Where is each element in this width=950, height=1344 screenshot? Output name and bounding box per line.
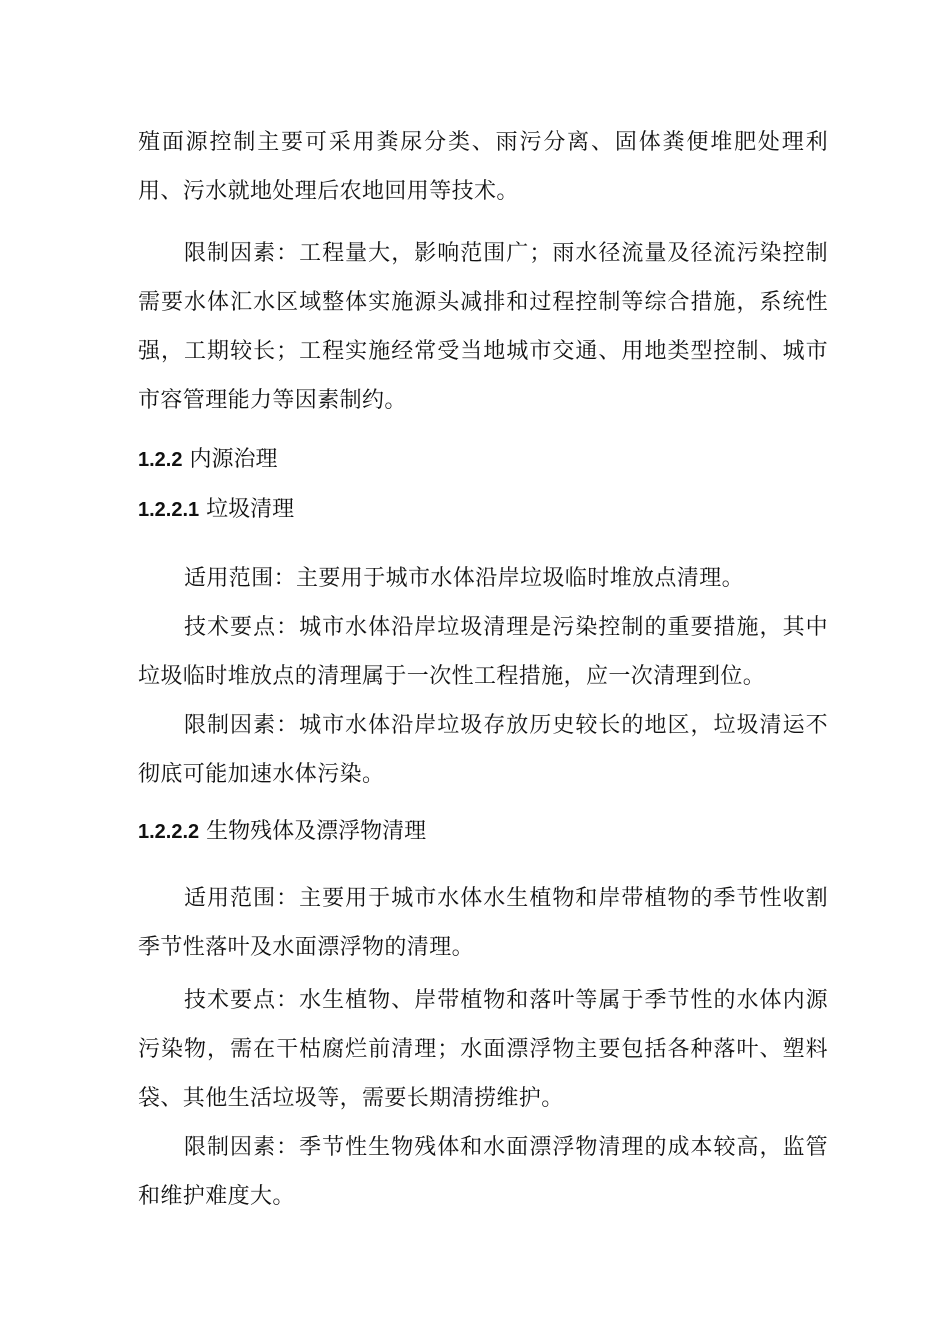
subsection-title: 垃圾清理 — [206, 497, 295, 522]
subsection-number: 1.2.2.2 — [138, 821, 200, 843]
paragraph-scope-1: 适用范围：主要用于城市水体沿岸垃圾临时堆放点清理。 — [184, 566, 745, 591]
paragraph-limiting-factors-2: 限制因素：城市水体沿岸垃圾存放历史较长的地区，垃圾清运不彻底可能加速水体污染。 — [138, 713, 828, 787]
subsection-title: 生物残体及漂浮物清理 — [206, 819, 427, 844]
section-heading-internal-source — [138, 445, 278, 475]
paragraph-livestock-control: 殖面源控制主要可采用粪尿分类、雨污分离、固体粪便堆肥处理利用、污水就地处理后农地回用等技术。 — [138, 130, 828, 204]
paragraph-limiting-factors-1: 限制因素：工程量大，影响范围广；雨水径流量及径流污染控制需要水体汇水区域整体实施源头减排和过程控制等综合措施，系统性强，工期较长；工程实施经常受当地城市交通、用地类型控制、城市市容管理能力等因素制约。 — [138, 241, 828, 413]
paragraph-scope-2: 适用范围：主要用于城市水体水生植物和岸带植物的季节性收割季节性落叶及水面漂浮物的清理。 — [138, 886, 828, 960]
paragraph-key-points-1: 技术要点：城市水体沿岸垃圾清理是污染控制的重要措施，其中垃圾临时堆放点的清理属于一次性工程措施，应一次清理到位。 — [138, 615, 828, 689]
section-number: 1.2.2 — [138, 449, 183, 471]
subsection-number: 1.2.2.1 — [138, 499, 200, 521]
subsection-heading-garbage — [138, 495, 294, 525]
section-title: 内源治理 — [189, 447, 278, 472]
subsection-heading-floating-debris — [138, 817, 426, 847]
paragraph-key-points-2: 技术要点：水生植物、岸带植物和落叶等属于季节性的水体内源污染物，需在干枯腐烂前清理；水面漂浮物主要包括各种落叶、塑料袋、其他生活垃圾等，需要长期清捞维护。 — [138, 988, 828, 1111]
paragraph-limiting-factors-3: 限制因素：季节性生物残体和水面漂浮物清理的成本较高，监管和维护难度大。 — [138, 1135, 828, 1209]
